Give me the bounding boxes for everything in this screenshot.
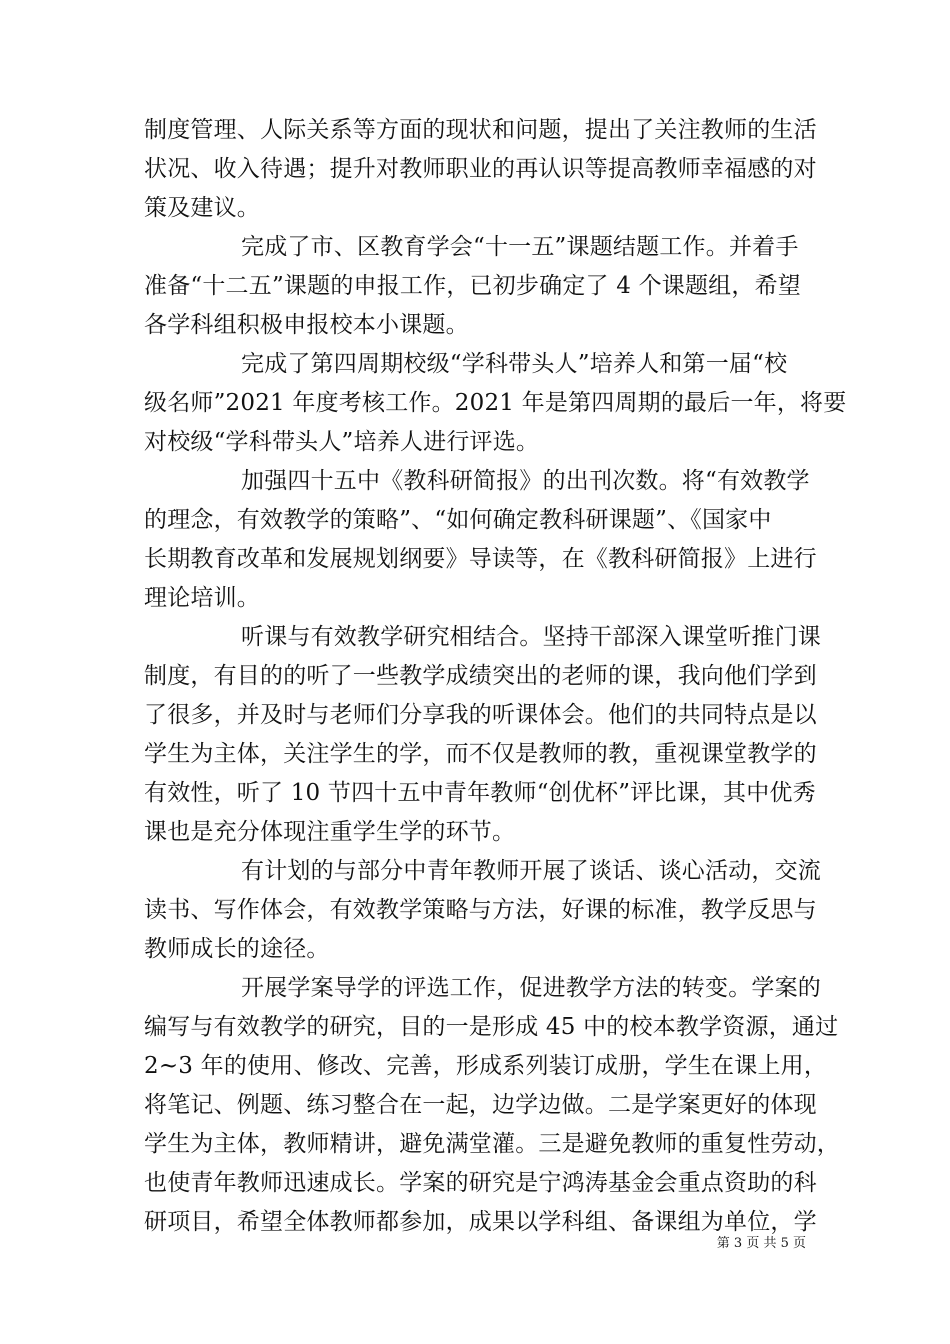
text-line: 研项目，希望全体教师都参加，成果以学科组、备课组为单位，学 xyxy=(144,1209,817,1235)
text-line: 理论培训。 xyxy=(144,585,260,611)
text-line: 长期教育改革和发展规划纲要》导读等，在《教科研简报》上进行 xyxy=(144,546,817,572)
text-line: 课也是充分体现注重学生学的环节。 xyxy=(144,819,516,845)
text-line: 的理念，有效教学的策略”、“如何确定教科研课题”、《国家中 xyxy=(144,507,772,533)
text-line: 完成了市、区教育学会“十一五”课题结题工作。并着手 xyxy=(241,234,799,260)
text-line: 学生为主体，关注学生的学，而不仅是教师的教，重视课堂教学的 xyxy=(144,741,817,767)
text-line: 加强四十五中《教科研简报》的出刊次数。将“有效教学 xyxy=(241,468,810,494)
text-line: 对校级“学科带头人”培养人进行评选。 xyxy=(144,429,540,455)
text-line: 读书、写作体会，有效教学策略与方法，好课的标准，教学反思与 xyxy=(144,897,817,923)
text-line: 编写与有效教学的研究，目的一是形成 45 中的校本教学资源，通过 xyxy=(144,1014,839,1040)
page-number: 第 3 页 共 5 页 xyxy=(716,1236,806,1251)
text-line: 开展学案导学的评选工作，促进教学方法的转变。学案的 xyxy=(241,975,821,1001)
text-line: 有计划的与部分中青年教师开展了谈话、谈心活动，交流 xyxy=(241,858,821,884)
text-line: 也使青年教师迅速成长。学案的研究是宁鸿涛基金会重点资助的科 xyxy=(144,1170,817,1196)
text-line: 制度管理、人际关系等方面的现状和问题，提出了关注教师的生活 xyxy=(144,117,817,143)
text-line: 了很多，并及时与老师们分享我的听课体会。他们的共同特点是以 xyxy=(144,702,817,728)
text-line: 教师成长的途径。 xyxy=(144,936,330,962)
text-line: 准备“十二五”课题的申报工作，已初步确定了 4 个课题组，希望 xyxy=(144,273,801,299)
text-line: 各学科组积极申报校本小课题。 xyxy=(144,312,469,338)
text-line: 完成了第四周期校级“学科带头人”培养人和第一届“校 xyxy=(241,351,788,377)
text-line: 学生为主体，教师精讲，避免满堂灌。三是避免教师的重复性劳动， xyxy=(144,1131,840,1157)
text-line: 级名师”2021 年度考核工作。2021 年是第四周期的最后一年，将要 xyxy=(144,390,847,416)
text-line: 策及建议。 xyxy=(144,195,260,221)
text-line: 有效性，听了 10 节四十五中青年教师“创优杯”评比课，其中优秀 xyxy=(144,780,816,806)
text-line: 将笔记、例题、练习整合在一起，边学边做。二是学案更好的体现 xyxy=(144,1092,817,1118)
text-line: 制度，有目的的听了一些教学成绩突出的老师的课，我向他们学到 xyxy=(144,663,817,689)
text-line: 听课与有效教学研究相结合。坚持干部深入课堂听推门课 xyxy=(241,624,821,650)
text-line: 2~3 年的使用、修改、完善，形成系列装订成册，学生在课上用， xyxy=(144,1053,828,1079)
text-line: 状况、收入待遇；提升对教师职业的再认识等提高教师幸福感的对 xyxy=(144,156,817,182)
